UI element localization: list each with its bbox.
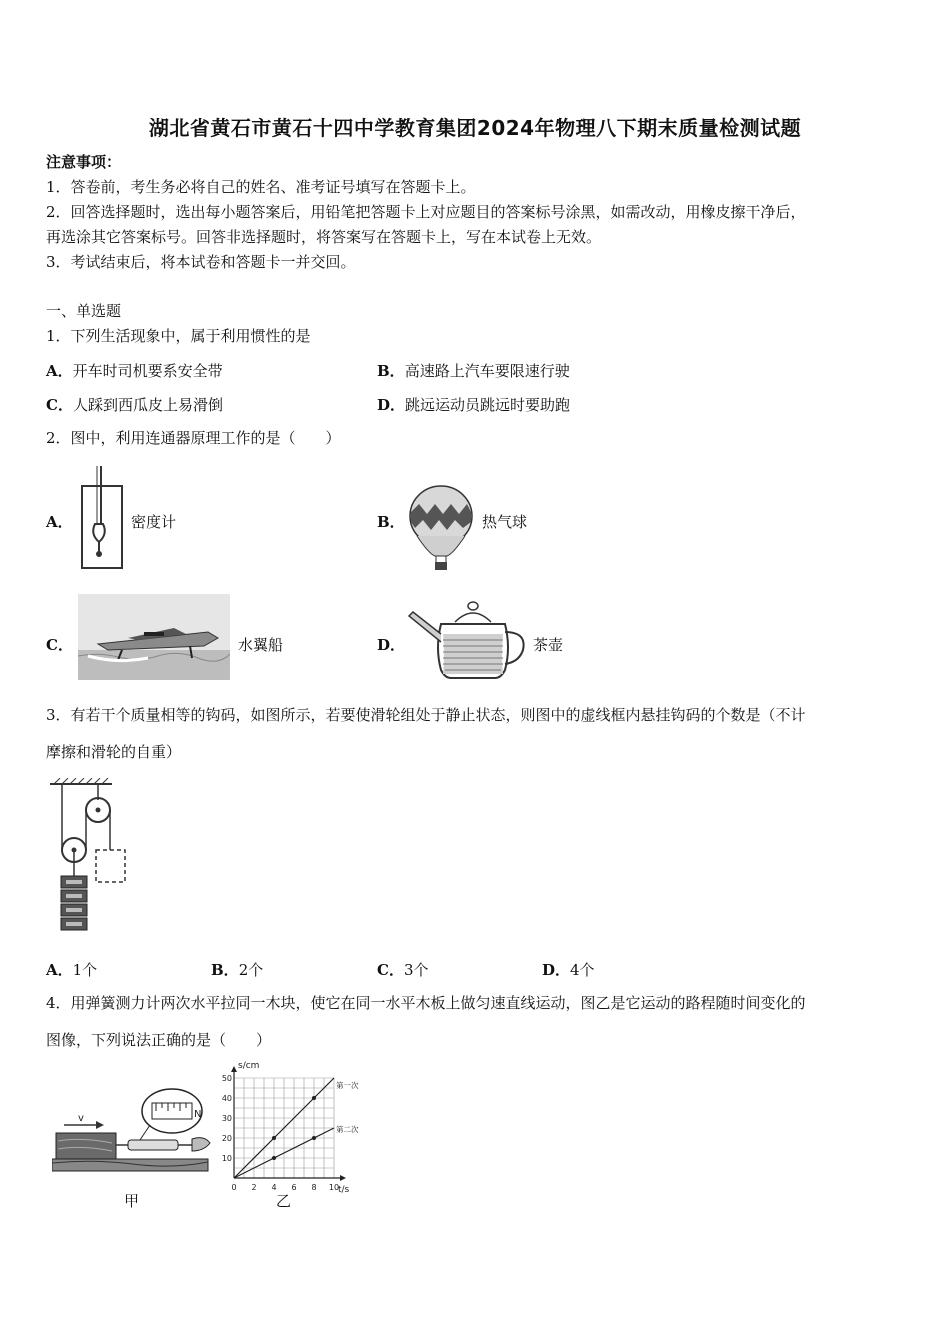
fig-a-caption: 甲 bbox=[124, 1192, 140, 1210]
y-tick-label: 50 bbox=[222, 1074, 232, 1083]
hot-air-balloon-figure bbox=[405, 484, 477, 572]
pulley-system-figure bbox=[48, 778, 132, 940]
q3-option-a-label: A． bbox=[46, 961, 73, 979]
q1-option-c-text: 人踩到西瓜皮上易滑倒 bbox=[72, 396, 223, 414]
q3-option-d bbox=[542, 959, 595, 980]
q3-option-b-text: 2个 bbox=[238, 961, 264, 979]
data-point bbox=[272, 1156, 276, 1160]
q1-option-d-label: D． bbox=[377, 396, 406, 414]
q2-option-b-label: B． bbox=[377, 513, 405, 531]
section-heading: 一、单选题 bbox=[46, 302, 122, 320]
q4-stem-line1: 4．用弹簧测力计两次水平拉同一木块，使它在同一水平木板上做匀速直线运动，图乙是它运动的路程随时间变化的 bbox=[46, 994, 806, 1012]
x-tick-label: 10 bbox=[328, 1183, 340, 1192]
q2-option-d-text: 茶壶 bbox=[533, 636, 564, 654]
q1-option-a-text: 开车时司机要系安全带 bbox=[72, 362, 223, 380]
fig-b-caption: 乙 bbox=[276, 1192, 292, 1210]
q3-option-d-label: D． bbox=[542, 961, 571, 979]
q2-option-c-label: C． bbox=[46, 636, 73, 654]
q2-option-a-label: A． bbox=[46, 513, 73, 531]
q1-option-b bbox=[377, 360, 570, 381]
data-point bbox=[312, 1096, 316, 1100]
data-point bbox=[272, 1136, 276, 1140]
q4-stem-line2: 图像，下列说法正确的是（ ） bbox=[46, 1031, 272, 1049]
fig-a-velocity-label: v bbox=[78, 1113, 84, 1124]
q3-option-b-label: B． bbox=[211, 961, 239, 979]
q1-option-a bbox=[46, 360, 223, 381]
q3-option-b bbox=[211, 959, 263, 980]
notice-item-2: 2．回答选择题时，选出每小题答案后，用铅笔把答题卡上对应题目的答案标号涂黑，如需改动，用橡皮擦干净后， bbox=[46, 203, 806, 221]
teapot-figure bbox=[405, 598, 527, 682]
q3-option-d-text: 4个 bbox=[570, 961, 595, 979]
q2-option-c-text: 水翼船 bbox=[238, 636, 284, 654]
q1-option-d bbox=[377, 394, 570, 415]
y-tick-label: 40 bbox=[222, 1094, 232, 1103]
x-tick-label: 6 bbox=[291, 1183, 297, 1192]
x-axis-arrow bbox=[340, 1175, 346, 1181]
q3-option-c-label: C． bbox=[377, 961, 404, 979]
q1-option-b-text: 高速路上汽车要限速行驶 bbox=[404, 362, 570, 380]
x-axis-label: t/s bbox=[338, 1185, 350, 1195]
hydrofoil-boat-figure bbox=[78, 594, 230, 680]
q1-option-c bbox=[46, 394, 223, 415]
notice-heading: 注意事项： bbox=[46, 153, 122, 171]
y-tick-label: 30 bbox=[222, 1114, 232, 1123]
y-axis-label: s/cm bbox=[238, 1061, 260, 1071]
y-tick-label: 20 bbox=[222, 1134, 232, 1143]
q2-option-a-text: 密度计 bbox=[131, 513, 177, 531]
fig-a-scale-label: N bbox=[194, 1109, 202, 1120]
q1-option-a-label: A． bbox=[46, 362, 73, 380]
q3-option-c bbox=[377, 959, 429, 980]
notice-item-2-cont: 再选涂其它答案标号。回答非选择题时，将答案写在答题卡上，写在本试卷上无效。 bbox=[46, 228, 602, 246]
s-t-graph bbox=[222, 1058, 362, 1208]
hydrometer-figure bbox=[78, 462, 128, 572]
x-tick-label: 8 bbox=[311, 1183, 317, 1192]
notice-item-1: 1．答卷前，考生务必将自己的姓名、准考证号填写在答题卡上。 bbox=[46, 178, 476, 196]
q1-option-b-label: B． bbox=[377, 362, 405, 380]
series-label: 第一次 bbox=[336, 1081, 359, 1090]
q1-option-d-text: 跳远运动员跳远时要助跑 bbox=[405, 396, 571, 414]
q3-option-a bbox=[46, 959, 97, 980]
x-tick-label: 0 bbox=[231, 1183, 237, 1192]
q2-option-d-label: D． bbox=[377, 636, 406, 654]
notice-item-3: 3．考试结束后，将本试卷和答题卡一并交回。 bbox=[46, 253, 356, 271]
y-axis-arrow bbox=[231, 1066, 237, 1072]
spring-scale-figure bbox=[52, 1085, 214, 1175]
q1-stem: 1．下列生活现象中，属于利用惯性的是 bbox=[46, 327, 311, 345]
q3-stem-line2: 摩擦和滑轮的自重） bbox=[46, 743, 182, 761]
x-tick-label: 2 bbox=[251, 1183, 257, 1192]
series-label: 第二次 bbox=[336, 1125, 359, 1134]
q2-stem: 2．图中，利用连通器原理工作的是（ ） bbox=[46, 429, 341, 447]
page-title: 湖北省黄石市黄石十四中学教育集团2024年物理八下期末质量检测试题 bbox=[148, 116, 802, 140]
y-tick-label: 10 bbox=[222, 1154, 232, 1163]
x-tick-label: 4 bbox=[271, 1183, 277, 1192]
q3-option-a-text: 1个 bbox=[72, 961, 98, 979]
data-point bbox=[312, 1136, 316, 1140]
q2-option-b-text: 热气球 bbox=[482, 513, 528, 531]
q3-option-c-text: 3个 bbox=[403, 961, 429, 979]
q1-option-c-label: C． bbox=[46, 396, 73, 414]
q3-stem-line1: 3．有若干个质量相等的钩码，如图所示，若要使滑轮组处于静止状态，则图中的虚线框内悬挂钩码的个数是（不计 bbox=[46, 706, 806, 724]
